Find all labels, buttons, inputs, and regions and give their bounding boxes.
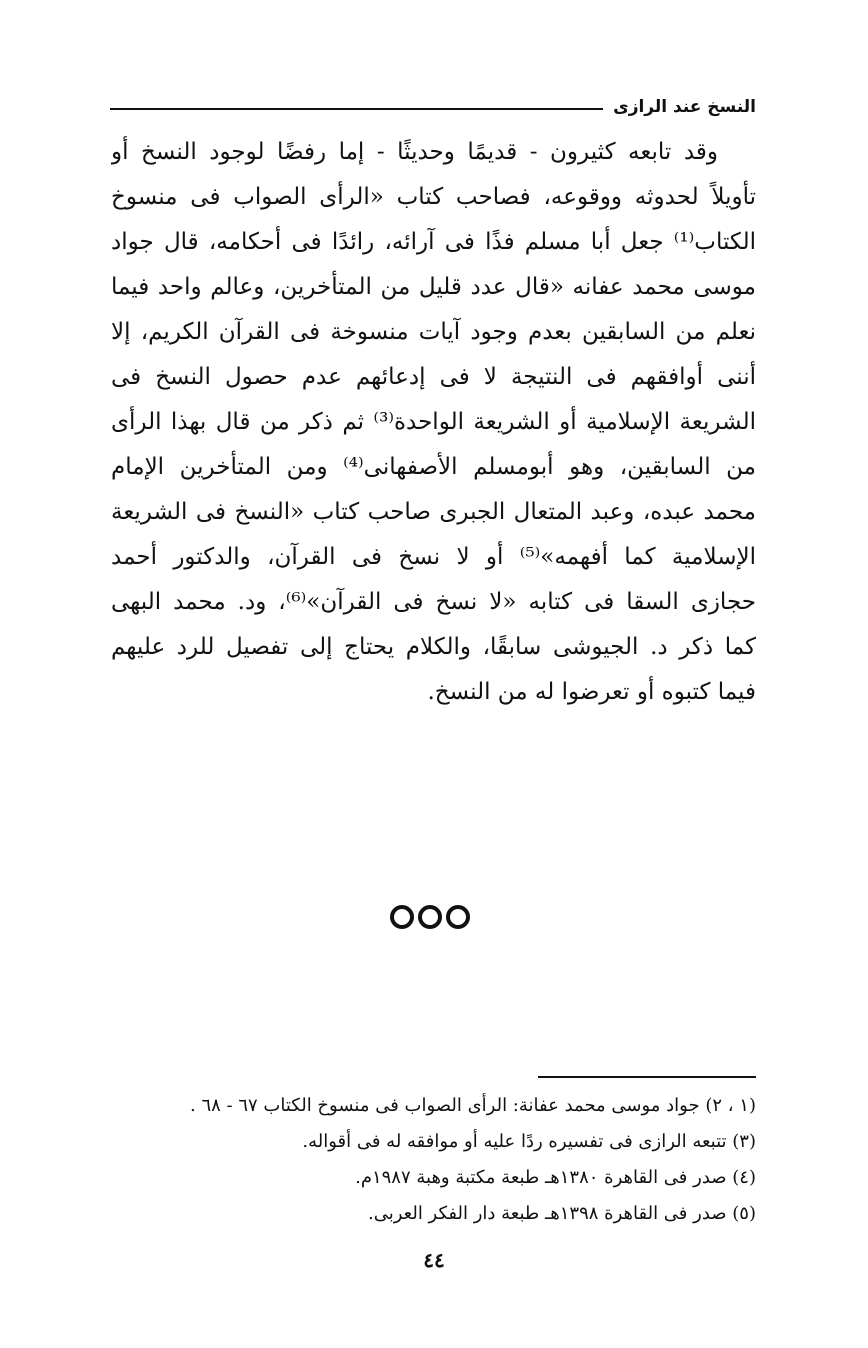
body-line: الشريعة الإسلامية أو الشريعة الواحدة⁽³⁾ ثم ذكر من قال بهذا الرأى — [111, 409, 756, 435]
body-line: حجازى السقا فى كتابه «لا نسخ فى القرآن»⁽⁶⁾، ود. محمد البهى — [111, 589, 756, 615]
footnote: (٤) صدر فى القاهرة ١٣٨٠هـ طبعة مكتبة وهبة ١٩٨٧م. — [355, 1167, 756, 1188]
circle-icon — [446, 905, 470, 929]
footnote-divider — [538, 1076, 756, 1078]
triple-circle-ornament-icon — [390, 900, 470, 934]
body-text — [111, 130, 756, 715]
body-line: أننى أوافقهم فى النتيجة لا فى إدعائهم عدم حصول النسخ فى — [111, 364, 756, 390]
footnotes — [106, 1088, 756, 1232]
body-line: محمد عبده، وعبد المتعال الجبرى صاحب كتاب «النسخ فى الشريعة — [111, 499, 756, 525]
body-line: الكتاب⁽¹⁾ جعل أبا مسلم فذًا فى آرائه، رائدًا فى أحكامه، قال جواد — [111, 229, 756, 255]
body-line: من السابقين، وهو أبومسلم الأصفهانى⁽⁴⁾ ومن المتأخرين الإمام — [111, 454, 756, 480]
running-header — [110, 92, 756, 122]
page-number: ٤٤ — [423, 1248, 445, 1272]
footnote: (٣) تتبعه الرازى فى تفسيره ردًا عليه أو موافقه له فى أقواله. — [302, 1131, 756, 1152]
body-line: موسى محمد عفانه «قال عدد قليل من المتأخرين، وعالم واحد فيما — [111, 274, 756, 300]
circle-icon — [418, 905, 442, 929]
body-line: كما ذكر د. الجيوشى سابقًا، والكلام يحتاج إلى تفصيل للرد عليهم — [111, 634, 756, 660]
body-line: نعلم من السابقين بعدم وجود آيات منسوخة فى القرآن الكريم، إلا — [111, 319, 756, 345]
footnote: (٥) صدر فى القاهرة ١٣٩٨هـ طبعة دار الفكر العربى. — [367, 1203, 756, 1224]
body-line: الإسلامية كما أفهمه»⁽⁵⁾ أو لا نسخ فى القرآن، والدكتور أحمد — [111, 544, 756, 570]
circle-icon — [390, 905, 414, 929]
header-rule — [110, 108, 603, 110]
footnote: (١ ، ٢) جواد موسى محمد عفانة: الرأى الصواب فى منسوخ الكتاب ٦٧ - ٦٨ . — [190, 1095, 756, 1116]
body-line: وقد تابعه كثيرون - قديمًا وحديثًا - إما رفضًا لوجود النسخ أو — [111, 139, 718, 165]
body-line: تأويلاً لحدوثه ووقوعه، فصاحب كتاب «الرأى الصواب فى منسوخ — [111, 184, 756, 210]
running-header-title: النسخ عند الرازى — [613, 97, 756, 117]
body-line: فيما كتبوه أو تعرضوا له من النسخ. — [427, 679, 756, 705]
